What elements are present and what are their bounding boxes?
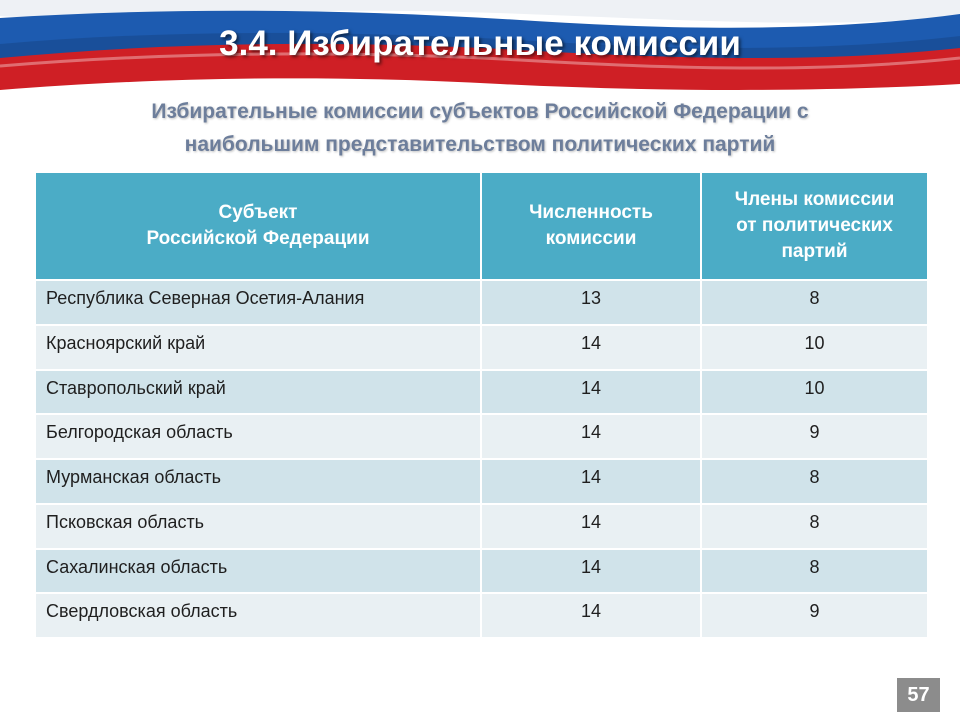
election-commissions-table	[34, 171, 929, 639]
party-members-cell: 9	[701, 414, 928, 459]
region-cell: Белгородская область	[35, 414, 481, 459]
table-header-commission-size	[481, 172, 701, 280]
table-row	[35, 280, 928, 325]
party-members-cell: 10	[701, 370, 928, 415]
table-row	[35, 414, 928, 459]
region-cell: Республика Северная Осетия-Алания	[35, 280, 481, 325]
header-line: комиссии	[545, 228, 637, 249]
commission-size-cell: 14	[481, 370, 701, 415]
table-row	[35, 504, 928, 549]
subtitle-line: наибольшим представительством политических партий	[184, 133, 776, 156]
header-line: партий	[781, 241, 848, 262]
party-members-cell: 10	[701, 325, 928, 370]
region-cell: Ставропольский край	[35, 370, 481, 415]
commission-size-cell: 14	[481, 325, 701, 370]
commission-size-cell: 14	[481, 414, 701, 459]
region-cell: Псковская область	[35, 504, 481, 549]
region-cell: Сахалинская область	[35, 549, 481, 594]
party-members-cell: 8	[701, 280, 928, 325]
header-line: Российской Федерации	[146, 228, 370, 249]
commission-size-cell: 14	[481, 504, 701, 549]
slide-subtitle	[0, 95, 960, 161]
header-line: от политических	[736, 215, 893, 236]
header-line: Численность	[529, 202, 653, 223]
table-row	[35, 325, 928, 370]
party-members-cell: 9	[701, 593, 928, 638]
table-header-region	[35, 172, 481, 280]
table-row	[35, 593, 928, 638]
party-members-cell: 8	[701, 504, 928, 549]
commission-size-cell: 13	[481, 280, 701, 325]
table-row	[35, 459, 928, 504]
commission-size-cell: 14	[481, 459, 701, 504]
subtitle-line: Избирательные комиссии субъектов Российской Федерации с	[151, 100, 809, 123]
page-number-badge: 57	[897, 678, 940, 712]
header-line: Члены комиссии	[734, 189, 895, 210]
region-cell: Мурманская область	[35, 459, 481, 504]
table-row	[35, 370, 928, 415]
table-header-row	[35, 172, 928, 280]
party-members-cell: 8	[701, 549, 928, 594]
table-row	[35, 549, 928, 594]
header-line: Субъект	[218, 202, 298, 223]
commission-size-cell: 14	[481, 593, 701, 638]
slide-title: 3.4. Избирательные комиссии	[219, 24, 741, 63]
region-cell: Красноярский край	[35, 325, 481, 370]
table-header-party-members	[701, 172, 928, 280]
region-cell: Свердловская область	[35, 593, 481, 638]
commission-size-cell: 14	[481, 549, 701, 594]
party-members-cell: 8	[701, 459, 928, 504]
